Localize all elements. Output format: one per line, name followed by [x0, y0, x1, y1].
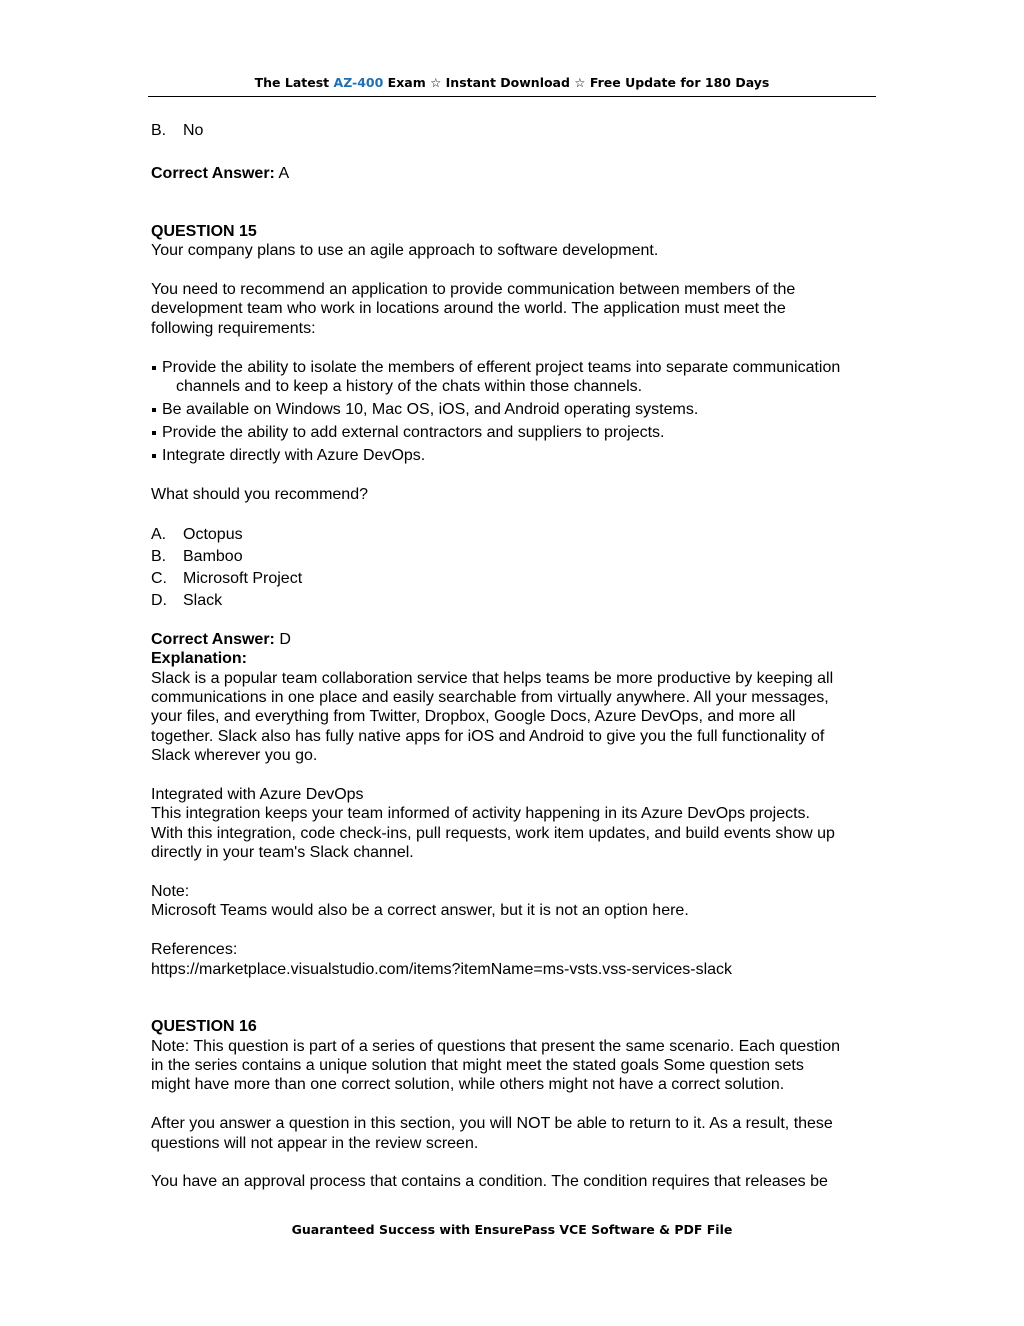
requirement-item: Integrate directly with Azure DevOps.	[151, 446, 881, 465]
integration-line: With this integration, code check-ins, pull requests, work item updates, and build events show up	[151, 824, 835, 842]
integration-line: directly in your team's Slack channel.	[151, 844, 414, 862]
question-15-prompt: What should you recommend?	[151, 486, 368, 504]
option-letter: C.	[151, 569, 167, 587]
prev-option-b	[151, 121, 881, 140]
option-c	[151, 568, 881, 590]
option-letter: B.	[151, 547, 167, 565]
option-a	[151, 524, 881, 546]
document-body	[151, 121, 881, 1192]
integration-line: This integration keeps your team informed of activity happening in its Azure DevOps projects.	[151, 805, 810, 823]
question-16-note-line: might have more than one correct solution, while others might not have a correct solution.	[151, 1076, 785, 1094]
question-16-after-line: After you answer a question in this section, you will NOT be able to return to it. As a result, these	[151, 1115, 833, 1133]
explanation-line: communications in one place and easily searchable from virtually anywhere. All your messages,	[151, 689, 829, 707]
option-text: Octopus	[183, 525, 243, 543]
explanation-label: Explanation:	[151, 650, 248, 668]
reference-url: https://marketplace.visualstudio.com/items?itemName=ms-vsts.vss-services-slack	[151, 960, 733, 978]
option-letter: A.	[151, 525, 167, 543]
question-15-intro: Your company plans to use an agile approach to software development.	[151, 242, 659, 260]
requirement-item: Provide the ability to isolate the members of efferent project teams into separate communication channels and to keep a history of the chats within those channels.	[151, 358, 881, 397]
explanation-line: together. Slack also has fully native apps for iOS and Android to give you the full functionality of	[151, 727, 825, 745]
requirement-item: Provide the ability to add external contractors and suppliers to projects.	[151, 423, 881, 442]
option-letter: B.	[151, 122, 167, 139]
question-15-need-line: development team who work in locations around the world. The application must meet the	[151, 300, 786, 318]
option-d	[151, 590, 881, 612]
integration-line: Integrated with Azure DevOps	[151, 786, 364, 804]
references-label: References:	[151, 941, 238, 959]
option-text: Bamboo	[183, 547, 243, 565]
note-text: Microsoft Teams would also be a correct answer, but it is not an option here.	[151, 902, 689, 920]
question-15-need-line: following requirements:	[151, 319, 316, 337]
explanation-line: your files, and everything from Twitter, Dropbox, Google Docs, Azure DevOps, and more all	[151, 708, 796, 726]
page-footer: Guaranteed Success with EnsurePass VCE Software & PDF File	[291, 1222, 733, 1237]
correct-answer-label: Correct Answer:	[151, 165, 275, 183]
prev-correct-answer	[151, 164, 881, 183]
requirements-list	[151, 358, 881, 466]
question-16-note-line: in the series contains a unique solution that might meet the stated goals Some question sets	[151, 1056, 804, 1074]
explanation-line: Slack is a popular team collaboration service that helps teams be more productive by keeping all	[151, 669, 834, 687]
question-15-need-line: You need to recommend an application to provide communication between members of the	[151, 281, 796, 299]
requirement-item: Be available on Windows 10, Mac OS, iOS, and Android operating systems.	[151, 400, 881, 419]
page-header	[148, 74, 876, 97]
question-15-title: QUESTION 15	[151, 222, 257, 240]
option-text: Slack	[183, 591, 223, 609]
correct-answer-value: A	[274, 165, 290, 183]
correct-answer-value: D	[274, 630, 291, 648]
question-15-options	[151, 524, 881, 612]
question-16-scenario-line: You have an approval process that contains a condition. The condition requires that releases be	[151, 1173, 828, 1191]
header-prefix: The Latest	[254, 75, 334, 90]
option-b	[151, 546, 881, 568]
option-text: Microsoft Project	[183, 569, 303, 587]
question-16-note-line: Note: This question is part of a series of questions that present the same scenario. Each question	[151, 1037, 840, 1055]
option-text: No	[183, 122, 204, 139]
note-label: Note:	[151, 883, 190, 901]
question-15-correct-answer	[151, 630, 881, 649]
correct-answer-label: Correct Answer:	[151, 630, 275, 648]
header-suffix: Exam ☆ Instant Download ☆ Free Update for 180 Days	[383, 75, 770, 90]
question-16-title: QUESTION 16	[151, 1018, 257, 1036]
header-exam-code: AZ-400	[333, 75, 384, 90]
option-letter: D.	[151, 591, 167, 609]
explanation-line: Slack wherever you go.	[151, 747, 318, 765]
question-16-after-line: questions will not appear in the review screen.	[151, 1134, 479, 1152]
